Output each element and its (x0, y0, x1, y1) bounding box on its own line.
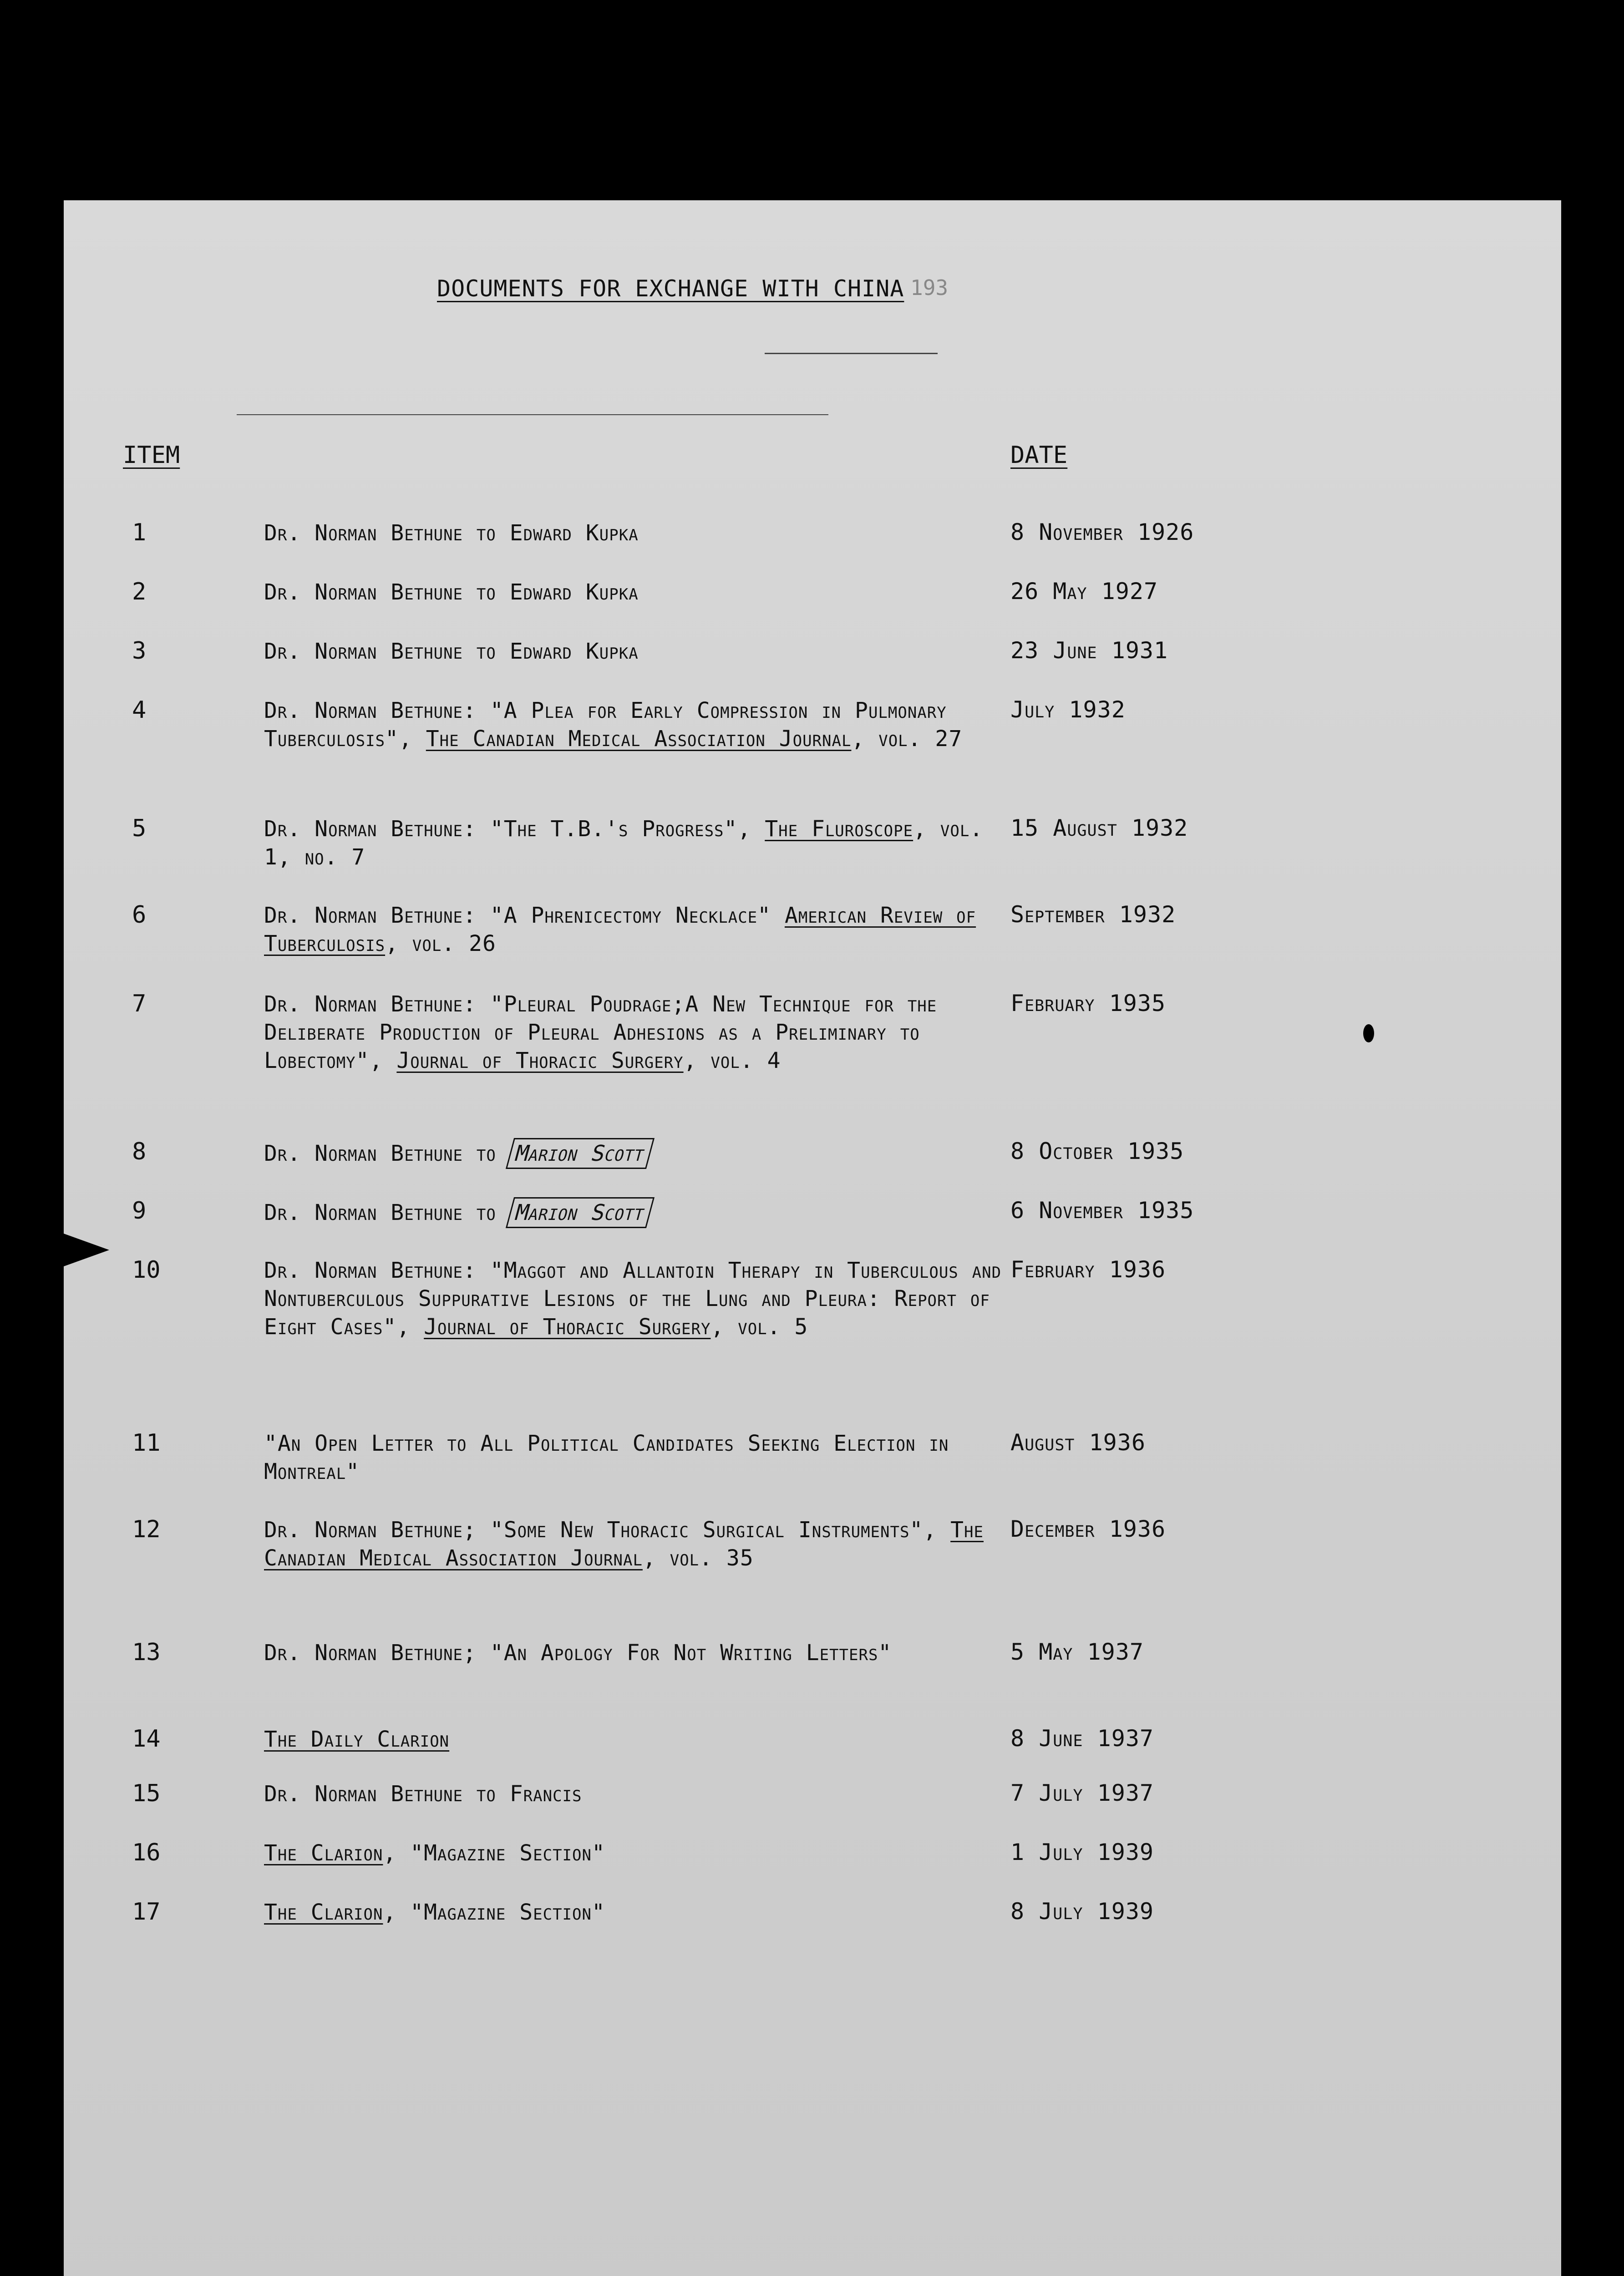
item-date: September 1932 (1010, 901, 1176, 928)
item-date: February 1935 (1010, 990, 1166, 1016)
description-segment: The Clarion (264, 1840, 383, 1866)
item-number: 11 (132, 1429, 161, 1457)
description-segment: Marion Scott (506, 1138, 655, 1169)
description-segment: "An Open Letter to All Political Candidates Seeking Election in Montreal" (264, 1431, 949, 1484)
description-segment: Dr. Norman Bethune: "A Phrenicectomy Necklace" (264, 903, 785, 928)
item-description (264, 990, 1015, 1075)
item-number: 6 (132, 901, 147, 929)
description-segment: Journal of Thoracic Surgery (424, 1314, 711, 1340)
item-description (264, 1138, 1015, 1169)
item-number: 13 (132, 1639, 161, 1666)
item-description (264, 1256, 1015, 1341)
item-description (264, 637, 1015, 666)
item-description (264, 1898, 1015, 1926)
description-segment: Dr. Norman Bethune to Francis (264, 1781, 582, 1807)
item-description (264, 1197, 1015, 1228)
description-segment: The Clarion (264, 1900, 383, 1925)
item-description (264, 1725, 1015, 1753)
description-segment: Dr. Norman Bethune: "The T.B.'s Progress", (264, 816, 765, 842)
item-date: 6 November 1935 (1010, 1197, 1194, 1224)
item-description (264, 519, 1015, 547)
item-date: 8 November 1926 (1010, 519, 1194, 545)
description-segment: , "Magazine Section" (383, 1900, 605, 1925)
item-date: 7 July 1937 (1010, 1780, 1154, 1806)
title-mark: 193 (910, 275, 949, 300)
item-date: 15 August 1932 (1010, 815, 1188, 841)
item-date: August 1936 (1010, 1429, 1146, 1456)
item-date: 8 October 1935 (1010, 1138, 1184, 1164)
description-segment: Dr. Norman Bethune: "Maggot and Allantoin Therapy in Tuberculous and Nontuberculous Suppurative Lesions of the Lung and Pleura: Report of Eight Cases", (264, 1258, 1002, 1340)
item-number: 17 (132, 1898, 161, 1925)
item-date: 5 May 1937 (1010, 1639, 1144, 1665)
item-date: 8 July 1939 (1010, 1898, 1154, 1925)
date-column-header: DATE (1010, 442, 1068, 469)
description-segment: , vol. 4 (683, 1048, 781, 1073)
item-date: 26 May 1927 (1010, 578, 1158, 605)
description-segment: Dr. Norman Bethune: "A Plea for Early Compression in Pulmonary Tuberculosis", (264, 698, 947, 752)
item-number: 4 (132, 696, 147, 724)
item-description (264, 1839, 1015, 1867)
description-segment: Dr. Norman Bethune to Edward Kupka (264, 639, 639, 664)
description-segment: The Canadian Medical Association Journal (426, 726, 852, 752)
item-number: 16 (132, 1839, 161, 1866)
description-segment: , "Magazine Section" (383, 1840, 605, 1866)
item-number: 8 (132, 1138, 147, 1165)
item-number: 5 (132, 815, 147, 842)
item-date: July 1932 (1010, 696, 1126, 723)
item-description (264, 1516, 1015, 1572)
divider (765, 353, 938, 354)
description-segment: , vol. 27 (851, 726, 963, 752)
item-number: 15 (132, 1780, 161, 1807)
speck (1363, 1024, 1374, 1042)
description-segment: The Fluroscope (765, 816, 914, 842)
item-description (264, 1639, 1015, 1667)
pointer-arrow (64, 1234, 109, 1266)
item-number: 2 (132, 578, 147, 605)
description-segment: , vol. 35 (642, 1545, 754, 1571)
description-segment: , vol. 1, no. 7 (264, 816, 984, 870)
page-title: DOCUMENTS FOR EXCHANGE WITH CHINA (437, 275, 904, 302)
divider (237, 414, 828, 415)
description-segment: Journal of Thoracic Surgery (396, 1048, 684, 1073)
description-segment: American Review of Tuberculosis (264, 903, 976, 956)
item-date: 23 June 1931 (1010, 637, 1168, 664)
item-number: 3 (132, 637, 147, 665)
item-number: 12 (132, 1516, 161, 1543)
description-segment: , vol. 5 (710, 1314, 808, 1340)
description-segment: Marion Scott (506, 1197, 655, 1228)
item-column-header: ITEM (123, 442, 180, 469)
description-segment: Dr. Norman Bethune to Edward Kupka (264, 520, 639, 546)
item-description (264, 1429, 1015, 1486)
document-page (64, 200, 1561, 2276)
description-segment: Dr. Norman Bethune to (264, 1200, 510, 1225)
description-segment: Dr. Norman Bethune: "Pleural Poudrage;A New Technique for the Deliberate Production of Pleural Adhesions as a Preliminary to Lobectomy", (264, 991, 937, 1073)
item-number: 1 (132, 519, 147, 546)
item-description (264, 1780, 1015, 1808)
description-segment: Dr. Norman Bethune; "An Apology For Not Writing Letters" (264, 1640, 892, 1666)
item-date: 8 June 1937 (1010, 1725, 1154, 1752)
description-segment: Dr. Norman Bethune; "Some New Thoracic Surgical Instruments", (264, 1517, 951, 1543)
item-date: 1 July 1939 (1010, 1839, 1154, 1865)
item-description (264, 578, 1015, 606)
item-number: 10 (132, 1256, 161, 1284)
item-number: 7 (132, 990, 147, 1017)
item-number: 9 (132, 1197, 147, 1224)
item-date: December 1936 (1010, 1516, 1166, 1542)
description-segment: Dr. Norman Bethune to Edward Kupka (264, 579, 639, 605)
item-number: 14 (132, 1725, 161, 1753)
item-date: February 1936 (1010, 1256, 1166, 1283)
item-description (264, 696, 1015, 753)
item-description (264, 815, 1015, 871)
description-segment: Dr. Norman Bethune to (264, 1141, 510, 1166)
item-description (264, 901, 1015, 958)
description-segment: The Canadian Medical Association Journal (264, 1517, 984, 1571)
description-segment: The Daily Clarion (264, 1727, 450, 1752)
description-segment: , vol. 26 (385, 931, 496, 956)
